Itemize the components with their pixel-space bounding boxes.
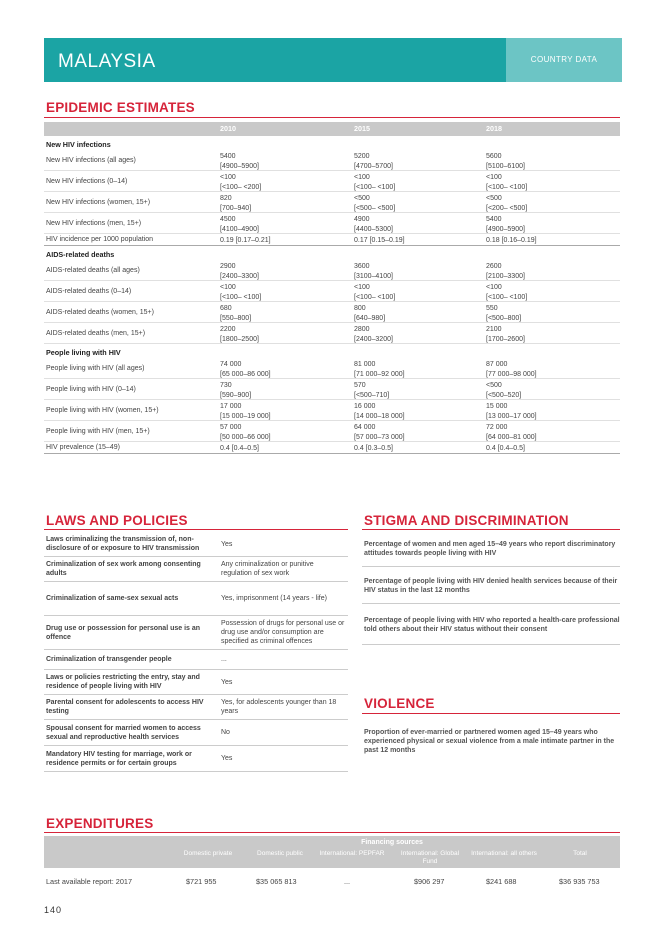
law-row — [44, 746, 348, 772]
law-answer: Yes — [221, 678, 233, 686]
epidemic-row — [44, 421, 620, 442]
estimate: <100 — [220, 284, 236, 291]
estimate-range: [<500– <500] — [354, 204, 396, 212]
law-question: Criminalization of sex work among consenting adults — [46, 561, 201, 577]
estimate-range: [1800–2500] — [220, 335, 259, 343]
epidemic-row — [44, 192, 620, 213]
epidemic-row-label: New HIV infections (women, 15+) — [46, 199, 151, 206]
estimate-range: [2100–3300] — [486, 272, 525, 280]
epidemic-row — [44, 213, 620, 234]
epidemic-value — [220, 152, 259, 171]
estimate-range: [<500–800] — [486, 314, 522, 322]
law-answer: ... — [221, 656, 227, 663]
law-answer: Yes, imprisonment (14 years - life) — [221, 595, 327, 602]
estimate-range: [71 000–92 000] — [354, 370, 405, 378]
epidemic-value: 0.4 [0.4–0.5] — [486, 445, 525, 452]
law-answer: No — [221, 729, 230, 736]
epidemic-row — [44, 379, 620, 400]
val-total: $36 935 753 — [559, 877, 600, 886]
epidemic-value — [354, 173, 395, 192]
estimate: 5400 — [220, 153, 236, 160]
estimate: 820 — [220, 195, 232, 202]
estimate: 72 000 — [486, 424, 508, 431]
epidemic-rule — [44, 117, 620, 118]
estimate: <500 — [486, 195, 502, 202]
val-domestic-public: $35 065 813 — [256, 877, 297, 886]
year-2018: 2018 — [486, 124, 502, 133]
estimate: 680 — [220, 305, 232, 312]
epidemic-value — [354, 423, 405, 442]
year-2015: 2015 — [354, 124, 370, 133]
estimate-range: [4400–5300] — [354, 225, 393, 233]
epidemic-row — [44, 150, 620, 171]
estimate: 15 000 — [486, 403, 508, 410]
estimate: 2200 — [220, 326, 236, 333]
col-all-others: International: all others — [471, 850, 537, 857]
epidemic-value — [220, 402, 271, 421]
law-question: Drug use or possession for personal use is an offence — [46, 624, 201, 641]
epidemic-value — [354, 402, 405, 421]
epidemic-value — [486, 283, 527, 302]
expenditure-row-label: Last available report: 2017 — [46, 877, 132, 886]
estimate-range: [57 000–73 000] — [354, 433, 405, 441]
epidemic-value — [354, 152, 393, 171]
epidemic-value — [486, 262, 525, 281]
epidemic-value — [354, 283, 395, 302]
estimate-range: [<100– <100] — [486, 183, 528, 191]
estimate: <100 — [486, 174, 502, 181]
estimate: <500 — [486, 382, 502, 389]
estimate-range: [<100– <100] — [354, 183, 396, 191]
stigma-title: STIGMA AND DISCRIMINATION — [364, 513, 569, 528]
epidemic-value: 0.4 [0.3–0.5] — [354, 445, 393, 452]
law-question: Laws or policies restricting the entry, stay and residence of people living with HIV — [46, 674, 200, 690]
epidemic-row-label: HIV prevalence (15–49) — [46, 444, 120, 451]
epidemic-group-heading: People living with HIV — [46, 348, 121, 357]
estimate-range: [<500–710] — [354, 391, 390, 399]
country-title: MALAYSIA — [58, 51, 156, 72]
estimate-range: [2400–3200] — [354, 335, 393, 343]
law-answer: Possession of drugs for personal use or drug use and/or consumption are specified as criminal offences — [221, 620, 345, 645]
estimate: 730 — [220, 382, 232, 389]
val-domestic-private: $721 955 — [186, 877, 217, 886]
law-question: Criminalization of same-sex sexual acts — [46, 595, 179, 602]
epidemic-summary-row — [44, 442, 620, 454]
epidemic-value — [220, 194, 251, 213]
epidemic-row-label: AIDS-related deaths (0–14) — [46, 288, 132, 295]
col-domestic-public: Domestic public — [257, 850, 303, 857]
epidemic-value — [486, 402, 537, 421]
law-row — [44, 720, 348, 746]
epidemic-value — [486, 325, 525, 344]
stigma-row: Percentage of people living with HIV who reported a health-care professional told others about their HIV status without their consent — [362, 604, 620, 645]
epidemic-value — [486, 173, 527, 192]
stigma-rule — [362, 529, 620, 530]
estimate: 81 000 — [354, 361, 376, 368]
epidemic-value — [220, 423, 271, 442]
epidemic-summary-row — [44, 234, 620, 246]
epidemic-value — [486, 360, 537, 379]
estimate-range: [4700–5700] — [354, 162, 393, 170]
estimate: 64 000 — [354, 424, 376, 431]
law-row — [44, 650, 348, 670]
law-answer: Yes, for adolescents younger than 18 years — [221, 699, 337, 715]
estimate-range: [4900–5900] — [486, 225, 525, 233]
epidemic-value — [220, 325, 259, 344]
estimate-range: [<500–520] — [486, 391, 522, 399]
estimate-range: [<100– <100] — [220, 293, 262, 301]
estimate: 2900 — [220, 263, 236, 270]
estimate-range: [3100–4100] — [354, 272, 393, 280]
col-pepfar: International: PEPFAR — [319, 850, 385, 857]
law-answer: Yes — [221, 540, 233, 548]
epidemic-row — [44, 358, 620, 379]
estimate: 57 000 — [220, 424, 242, 431]
epidemic-row-label: HIV incidence per 1000 population — [46, 236, 154, 243]
epidemic-value — [354, 262, 393, 281]
epidemic-table — [44, 122, 620, 454]
estimate: 2600 — [486, 263, 502, 270]
epidemic-value: 0.19 [0.17–0.21] — [220, 237, 271, 244]
epidemic-value — [354, 381, 389, 400]
estimate: 16 000 — [354, 403, 376, 410]
epidemic-value — [486, 152, 525, 171]
estimate-range: [590–900] — [220, 391, 252, 399]
estimate: 800 — [354, 305, 366, 312]
epidemic-value — [220, 304, 251, 323]
estimate: 2800 — [354, 326, 370, 333]
law-row — [44, 695, 348, 720]
laws-rule — [44, 529, 348, 530]
epidemic-row — [44, 281, 620, 302]
epidemic-value — [354, 325, 393, 344]
epidemic-row — [44, 171, 620, 192]
estimate: <100 — [354, 174, 370, 181]
estimate: <100 — [486, 284, 502, 291]
col-total: Total — [573, 850, 587, 857]
page-number: 140 — [44, 905, 63, 915]
estimate: 5600 — [486, 153, 502, 160]
violence-text: Proportion of ever-married or partnered women aged 15–49 years who experienced physical or sexual violence from a male intimate partner in the past 12 months — [364, 729, 615, 754]
estimate-range: [15 000–19 000] — [220, 412, 271, 420]
epidemic-value — [486, 215, 525, 234]
epidemic-value — [220, 381, 251, 400]
estimate-range: [64 000–81 000] — [486, 433, 537, 441]
epidemic-value — [354, 360, 405, 379]
estimate: 4900 — [354, 216, 370, 223]
epidemic-row — [44, 323, 620, 344]
stigma-row: Percentage of people living with HIV denied health services because of their HIV status in the last 12 months — [362, 567, 620, 604]
epidemic-value — [220, 360, 271, 379]
epidemic-value: 0.17 [0.15–0.19] — [354, 237, 405, 244]
estimate-range: [<100– <100] — [486, 293, 528, 301]
epidemic-row-label: People living with HIV (0–14) — [46, 386, 136, 393]
expenditures-title: EXPENDITURES — [46, 816, 154, 831]
law-answer: Any criminalization or punitive regulation of sex work — [221, 561, 314, 577]
estimate-range: [<200– <500] — [486, 204, 528, 212]
epidemic-value — [220, 283, 261, 302]
epidemic-table-header — [44, 122, 620, 136]
expenditures-rule — [44, 832, 620, 833]
epidemic-value — [220, 262, 259, 281]
year-2010: 2010 — [220, 124, 236, 133]
epidemic-row-label: New HIV infections (all ages) — [46, 157, 136, 164]
law-question: Criminalization of transgender people — [46, 656, 172, 663]
epidemic-value: 0.4 [0.4–0.5] — [220, 445, 259, 452]
epidemic-value — [486, 423, 537, 442]
epidemic-value: 0.18 [0.16–0.19] — [486, 237, 537, 244]
col-domestic-private: Domestic private — [183, 850, 233, 857]
country-banner — [44, 38, 622, 82]
epidemic-value — [486, 194, 527, 213]
estimate-range: [4100–4900] — [220, 225, 259, 233]
epidemic-value — [220, 173, 261, 192]
estimate-range: [5100–6100] — [486, 162, 525, 170]
estimate: 74 000 — [220, 361, 242, 368]
epidemic-value — [354, 215, 393, 234]
epidemic-title: EPIDEMIC ESTIMATES — [46, 100, 195, 115]
epidemic-group-heading: AIDS-related deaths — [46, 250, 115, 259]
law-question: Mandatory HIV testing for marriage, work or residence permits or for certain groups — [46, 750, 192, 767]
law-question: Laws criminalizing the transmission of, non-disclosure of or exposure to HIV transmission — [46, 536, 200, 552]
estimate-range: [2400–3300] — [220, 272, 259, 280]
epidemic-row-label: People living with HIV (men, 15+) — [46, 428, 150, 435]
epidemic-value — [354, 304, 385, 323]
laws-title: LAWS AND POLICIES — [46, 513, 188, 528]
estimate-range: [<100– <100] — [354, 293, 396, 301]
epidemic-row-label: People living with HIV (all ages) — [46, 365, 145, 372]
epidemic-row-label: AIDS-related deaths (men, 15+) — [46, 330, 146, 337]
estimate: <100 — [354, 284, 370, 291]
epidemic-row-label: People living with HIV (women, 15+) — [46, 407, 159, 414]
val-pepfar: ... — [344, 877, 351, 886]
estimate: 87 000 — [486, 361, 508, 368]
epidemic-value — [220, 215, 259, 234]
epidemic-row-label: New HIV infections (men, 15+) — [46, 220, 142, 227]
estimate: 5200 — [354, 153, 370, 160]
violence-block — [362, 720, 620, 763]
law-question: Parental consent for adolescents to access HIV testing — [46, 699, 204, 715]
estimate: 5400 — [486, 216, 502, 223]
estimate: <500 — [354, 195, 370, 202]
estimate-range: [<100– <200] — [220, 183, 262, 191]
country-data-tag: COUNTRY DATA — [506, 38, 622, 82]
law-row — [44, 616, 348, 650]
estimate: 550 — [486, 305, 498, 312]
estimate-range: [550–800] — [220, 314, 252, 322]
violence-rule — [362, 713, 620, 714]
estimate-range: [14 000–18 000] — [354, 412, 405, 420]
law-row — [44, 557, 348, 582]
estimate: 17 000 — [220, 403, 242, 410]
stigma-row: Percentage of women and men aged 15–49 years who report discriminatory attitudes towards people living with HIV — [362, 532, 620, 567]
law-answer: Yes — [221, 755, 233, 762]
estimate-range: [640–980] — [354, 314, 386, 322]
estimate-range: [1700–2600] — [486, 335, 525, 343]
estimate-range: [700–940] — [220, 204, 252, 212]
epidemic-row — [44, 400, 620, 421]
epidemic-group-heading: New HIV infections — [46, 140, 111, 149]
epidemic-value — [486, 381, 521, 400]
epidemic-value — [354, 194, 395, 213]
epidemic-row-label: AIDS-related deaths (women, 15+) — [46, 309, 154, 316]
epidemic-value — [486, 304, 521, 323]
expenditure-row — [44, 868, 620, 892]
col-global-fund: International: Global Fund — [400, 850, 460, 865]
expenditures-table — [44, 836, 620, 892]
epidemic-row-label: AIDS-related deaths (all ages) — [46, 267, 140, 274]
financing-sources-label: Financing sources — [361, 839, 423, 846]
estimate: 2100 — [486, 326, 502, 333]
estimate: 570 — [354, 382, 366, 389]
law-row — [44, 582, 348, 616]
expenditures-header — [44, 836, 620, 868]
laws-table — [44, 532, 348, 772]
violence-title: VIOLENCE — [364, 696, 435, 711]
estimate: 3600 — [354, 263, 370, 270]
estimate-range: [13 000–17 000] — [486, 412, 537, 420]
estimate-range: [4900–5900] — [220, 162, 259, 170]
stigma-table — [362, 532, 620, 645]
estimate: <100 — [220, 174, 236, 181]
estimate-range: [77 000–98 000] — [486, 370, 537, 378]
epidemic-row — [44, 302, 620, 323]
epidemic-row-label: New HIV infections (0–14) — [46, 178, 128, 185]
estimate: 4500 — [220, 216, 236, 223]
law-question: Spousal consent for married women to access sexual and reproductive health services — [46, 724, 201, 741]
estimate-range: [50 000–66 000] — [220, 433, 271, 441]
law-row — [44, 532, 348, 557]
val-global-fund: $906 297 — [414, 877, 445, 886]
epidemic-row — [44, 260, 620, 281]
val-all-others: $241 688 — [486, 877, 517, 886]
law-row — [44, 670, 348, 695]
estimate-range: [65 000–86 000] — [220, 370, 271, 378]
